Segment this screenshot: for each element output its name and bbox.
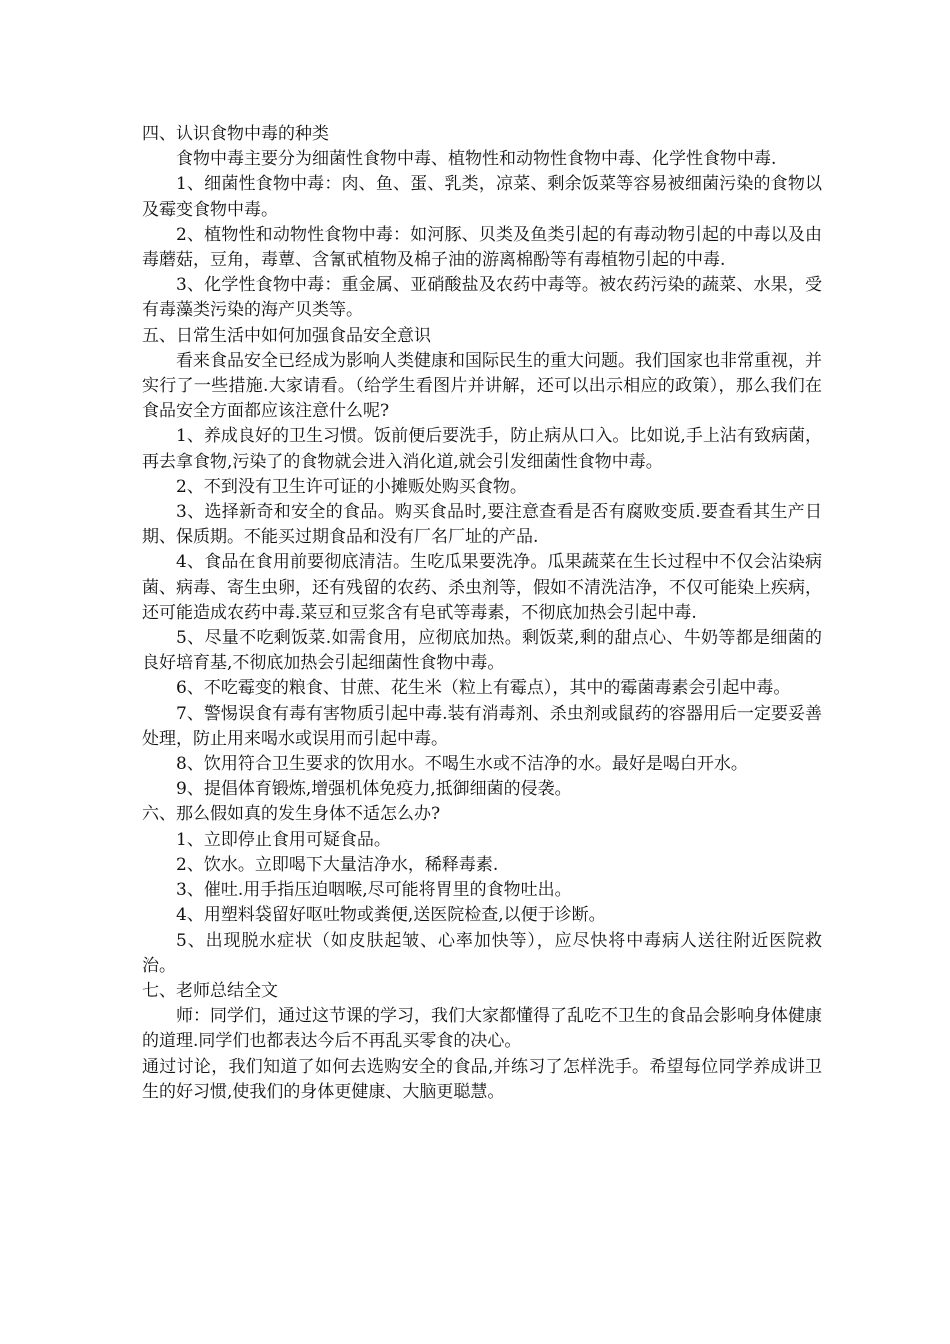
list-item-leftovers: 5、尽量不吃剩饭菜.如需食用，应彻底加热。剩饭菜,剩的甜点心、牛奶等都是细菌的良好培育基,不彻底加热会引起细菌性食物中毒。 — [142, 628, 822, 674]
list-item-exercise: 9、提倡体育锻炼,增强机体免疫力,抵御细菌的侵袭。 — [176, 779, 572, 800]
list-item-hygiene: 1、养成良好的卫生习惯。饭前便后要洗手，防止病从口入。比如说,手上沾有致病菌，再去拿食物,污染了的食物就会进入消化道,就会引发细菌性食物中毒。 — [142, 426, 822, 472]
list-item-clean-food: 4、食品在食用前要彻底清洁。生吃瓜果要洗净。瓜果蔬菜在生长过程中不仅会沾染病菌、病毒、寄生虫卵，还有残留的农药、杀虫剂等，假如不清洗洁净，不仅可能染上疾病，还可能造成农药中毒.菜豆和豆浆含有皂甙等毒素，不彻底加热会引起中毒. — [142, 552, 822, 623]
list-item-hospital: 5、出现脱水症状（如皮肤起皱、心率加快等），应尽快将中毒病人送往附近医院救治。 — [142, 930, 822, 976]
list-item-choose-safe: 3、选择新奇和安全的食品。购买食品时,要注意查看是否有腐败变质.要查看其生产日期、保质期。不能买过期食品和没有厂名厂址的产品. — [142, 502, 822, 548]
list-item-water: 8、饮用符合卫生要求的饮用水。不喝生水或不洁净的水。最好是喝白开水。 — [176, 754, 748, 775]
paragraph-teacher-summary: 师：同学们，通过这节课的学习，我们大家都懂得了乱吃不卫生的食品会影响身体健康的道理.同学们也都表达今后不再乱买零食的决心。 — [142, 1006, 822, 1052]
section-heading-4: 四、认识食物中毒的种类 — [142, 124, 329, 144]
paragraph-conclusion: 通过讨论，我们知道了如何去选购安全的食品,并练习了怎样洗手。希望每位同学养成讲卫生的好习惯,使我们的身体更健康、大脑更聪慧。 — [142, 1056, 822, 1102]
paragraph-chemical: 3、化学性食物中毒：重金属、亚硝酸盐及农药中毒等。被农药污染的蔬菜、水果，受有毒藻类污染的海产贝类等。 — [142, 275, 822, 321]
list-item-no-vendors: 2、不到没有卫生许可证的小摊贩处购买食物。 — [176, 476, 527, 497]
list-item-induce-vomit: 3、催吐.用手指压迫咽喉,尽可能将胃里的食物吐出。 — [176, 880, 572, 901]
document-page — [142, 122, 822, 1105]
list-item-moldy: 6、不吃霉变的粮食、甘蔗、花生米（粒上有霉点），其中的霉菌毒素会引起中毒。 — [176, 678, 791, 699]
paragraph-bacterial: 1、细菌性食物中毒：肉、鱼、蛋、乳类，凉菜、剩余饭菜等容易被细菌污染的食物以及霉变食物中毒。 — [142, 174, 822, 220]
section-heading-5: 五、日常生活中如何加强食品安全意识 — [142, 325, 431, 346]
paragraph-intro: 食物中毒主要分为细菌性食物中毒、植物性和动物性食物中毒、化学性食物中毒. — [176, 149, 777, 170]
paragraph-food-safety-intro: 看来食品安全已经成为影响人类健康和国际民生的重大问题。我们国家也非常重视，并实行了一些措施.大家请看。（给学生看图片并讲解，还可以出示相应的政策），那么我们在食品安全方面都应该注意什么呢? — [142, 350, 822, 422]
section-heading-6: 六、那么假如真的发生身体不适怎么办? — [142, 804, 441, 825]
section-heading-7: 七、老师总结全文 — [142, 980, 278, 1001]
paragraph-plant-animal: 2、植物性和动物性食物中毒：如河豚、贝类及鱼类引起的有毒动物引起的中毒以及由毒蘑菇，豆角，毒蕈、含氰甙植物及棉子油的游离棉酚等有毒植物引起的中毒. — [142, 224, 822, 271]
list-item-keep-sample: 4、用塑料袋留好呕吐物或粪便,送医院检查,以便于诊断。 — [176, 905, 606, 926]
list-item-stop-eating: 1、立即停止食用可疑食品。 — [176, 829, 391, 850]
list-item-toxic: 7、警惕误食有毒有害物质引起中毒.装有消毒剂、杀虫剂或鼠药的容器用后一定要妥善处理，防止用来喝水或误用而引起中毒。 — [142, 703, 822, 749]
list-item-drink-water: 2、饮水。立即喝下大量洁净水，稀释毒素. — [176, 854, 499, 875]
